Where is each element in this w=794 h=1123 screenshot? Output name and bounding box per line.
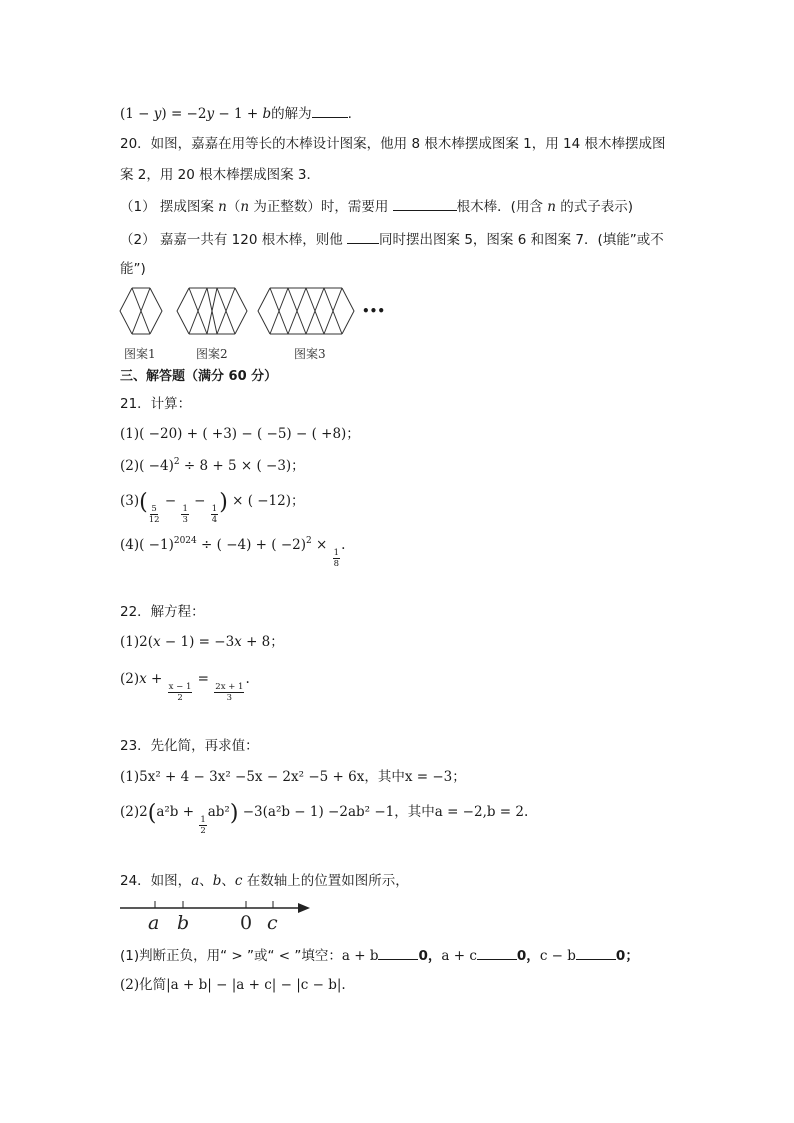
answer-blank[interactable] (347, 229, 379, 244)
fraction: $\frac{x - 1}{2}$ (168, 682, 192, 703)
q20-part2: （2） 嘉嘉一共有 120 根木棒，则他 同时摆出图案 5，图案 6 和图案 7．(填能”或不 (120, 229, 664, 250)
pattern-2-label: 图案2 (196, 347, 228, 361)
answer-blank[interactable] (378, 945, 418, 960)
fraction: $\frac{1}{2}$ (200, 815, 206, 836)
number-line-figure (0, 896, 794, 936)
q22-title: 22．解方程： (120, 604, 205, 620)
stick-patterns-figure (0, 284, 794, 364)
q21-part3: (3)( $\frac{5}{12}$ − $\frac{1}{3}$ − $\frac{1}{4}$ ) × ( −12)； (120, 490, 305, 525)
q23-part1: (1)5x² + 4 − 3x² −5x − 2x² −5 + 6x，其中x = −3； (120, 769, 466, 785)
pattern-1-figure (120, 288, 162, 334)
q20-part1: （1） 摆成图案 n（n 为正整数）时，需要用 根木棒．(用含 n 的式子表示) (120, 196, 633, 217)
section-title: 三、解答题（满分 60 分） (120, 369, 278, 384)
answer-blank[interactable] (576, 945, 616, 960)
q19-tail-line: (1 − y) = −2y − 1 + b的解为 . (120, 103, 352, 124)
q22-part2: (2)x + $\frac{x - 1}{2}$ = $\frac{2x + 1}{3}$ . (120, 671, 250, 703)
ellipsis-dots: ••• (362, 304, 386, 318)
answer-blank[interactable] (312, 103, 348, 118)
q20-stem-line2: 案 2，用 20 根木棒摆成图案 3． (120, 167, 321, 183)
q20-part2-cont: 能”) (120, 261, 146, 277)
arrow-head-icon (298, 903, 310, 913)
q21-part1: (1)( −20) + ( +3) − ( −5) − ( +8)； (120, 426, 360, 442)
q24-part1: (1)判断正负，用“ > ”或“ < ”填空：a + b 0，a + c 0，c − b 0； (120, 945, 639, 966)
pattern-2-figure (177, 288, 247, 334)
q21-part2: $(2)( -4)^2 \div 8 + 5$ × ( −3)； (120, 457, 305, 474)
axis-label-c: c (267, 912, 278, 934)
answer-blank[interactable] (477, 945, 517, 960)
q23-title: 23．先化简，再求值： (120, 738, 259, 754)
q23-part2: (2)2(a²b + $\frac{1}{2}$ ab²) −3(a²b − 1) −2ab² −1，其中a = −2,b = 2. (120, 801, 529, 836)
axis-label-zero: 0 (240, 912, 253, 934)
axis-label-b: b (177, 912, 190, 934)
fraction: $\frac{5}{12}$ (148, 504, 160, 525)
answer-blank[interactable] (393, 196, 457, 211)
q24-part2: (2)化简|a + b| − |a + c| − |c − b|. (120, 977, 346, 993)
q22-part1: (1)2(x − 1) = −3x + 8； (120, 634, 284, 650)
axis-label-a: a (148, 912, 160, 934)
fraction: $\frac{2x + 1}{3}$ (215, 682, 244, 703)
q21-title: 21．计算： (120, 396, 192, 412)
q24-title: 24．如图，a、b、c 在数轴上的位置如图所示， (120, 873, 409, 889)
fraction: $\frac{1}{8}$ (333, 548, 340, 569)
pattern-3-label: 图案3 (294, 347, 326, 361)
pattern-3-figure (258, 288, 354, 334)
fraction: $\frac{1}{3}$ (182, 504, 188, 525)
pattern-1-label: 图案1 (124, 347, 156, 361)
q20-stem-line1: 20．如图，嘉嘉在用等长的木棒设计图案，他用 8 根木棒摆成图案 1，用 14 根木棒摆成图 (120, 136, 666, 152)
q21-part4: $(4)( -1)^{2024}$ ÷ ( −4) + ( −2)$^2$ × $\frac{1}{8}$ . (120, 536, 346, 569)
fraction: $\frac{1}{4}$ (211, 504, 218, 525)
